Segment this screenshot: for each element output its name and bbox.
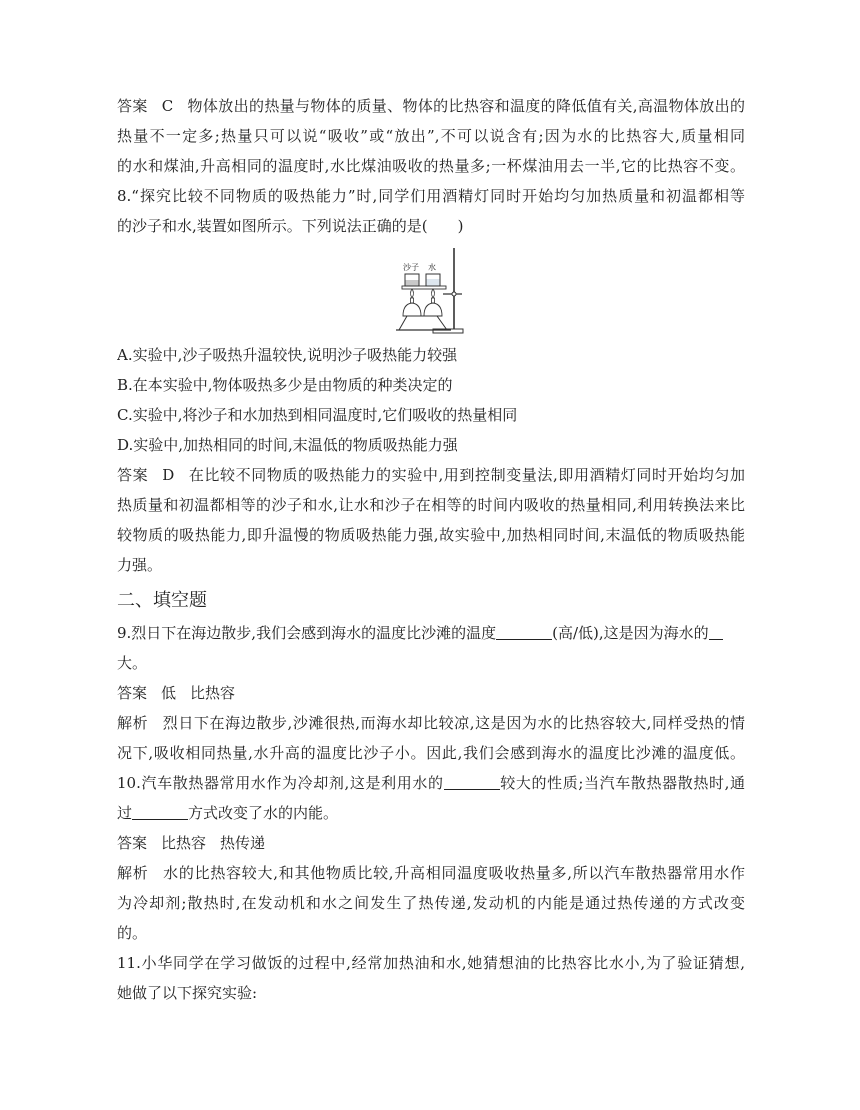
answer-label: 答案 [117,466,149,484]
q8-answer-line [117,465,745,485]
q9-stem-line: 大。 [117,654,148,672]
q10-stem-line: 10.汽车散热器常用水作为冷却剂,这是利用水的 较大的性质;当汽车散热器散热时,通 [117,774,745,792]
analysis-label: 解析 [117,714,149,732]
q8-option-c: C.实验中,将沙子和水加热到相同温度时,它们吸收的热量相同 [117,406,518,424]
q8-option-b: B.在本实验中,物体吸热多少是由物质的种类决定的 [117,376,453,394]
q8-option-a: A.实验中,沙子吸热升温较快,说明沙子吸热能力较强 [117,346,458,364]
answer-label: 答案 [117,834,148,852]
answer-label: 答案 [117,684,148,702]
q10-analysis-line: 的。 [117,924,148,942]
answer-value: 比热容 [161,834,207,852]
answer-value: 比热容 [190,684,236,702]
answer-choice: D [162,466,175,484]
apparatus-figure [393,246,465,336]
answer-value: 热传递 [220,834,266,852]
q9-answer-line [117,683,745,703]
q8-explanation-line: 力强。 [117,556,163,574]
sand-label: 沙子 [403,263,419,272]
explanation-text: 物体放出的热量与物体的质量、物体的比热容和温度的降低值有关,高温物体放出的 [187,97,745,115]
q8-option-d: D.实验中,加热相同的时间,末温低的物质吸热能力强 [117,436,458,454]
fill-blank [496,625,552,640]
answer-label: 答案 [117,97,148,115]
fill-blank [132,805,188,820]
q10-stem-line: 过 方式改变了水的内能。 [117,804,339,822]
section-title: 二、填空题 [117,590,207,611]
q11-stem-line: 11.小华同学在学习做饭的过程中,经常加热油和水,她猜想油的比热容比水小,为了验证猜想, [117,954,745,972]
q8-explanation-line: 较物质的吸热能力,即升温慢的物质吸热能力强,故实验中,加热相同时间,末温低的物质吸热能 [117,526,745,544]
q7-explanation-line: 的水和煤油,升高相同的温度时,水比煤油吸收的热量多;一杯煤油用去一半,它的比热容不变。 [117,157,745,175]
q9-analysis-line: 解析 烈日下在海边散步,沙滩很热,而海水却比较凉,这是因为水的比热容较大,同样受热的情 [117,714,745,732]
q8-stem-line: 的沙子和水,装置如图所示。下列说法正确的是( ) [117,217,464,235]
fill-blank [709,625,723,640]
q8-explanation-line: 热质量和初温都相等的沙子和水,让水和沙子在相等的时间内吸收的热量相同,利用转换法来比 [117,496,745,514]
q8-stem-line: 8.“探究比较不同物质的吸热能力”时,同学们用酒精灯同时开始均匀加热质量和初温都相等 [117,187,745,205]
q11-stem-line: 她做了以下探究实验: [117,984,258,1002]
q10-analysis-line: 为冷却剂;散热时,在发动机和水之间发生了热传递,发动机的内能是通过热传递的方式改变 [117,894,745,912]
water-label: 水 [428,263,436,272]
analysis-label: 解析 [117,864,149,882]
q7-answer-line [117,96,745,116]
explanation-text: 在比较不同物质的吸热能力的实验中,用到控制变量法,即用酒精灯同时开始均匀加 [188,466,745,484]
q10-answer-line [117,833,745,853]
fill-blank [444,775,500,790]
q9-analysis-line: 况下,吸收相同热量,水升高的温度比沙子小。因此,我们会感到海水的温度比沙滩的温度低。 [117,744,745,762]
q9-stem-line: 9.烈日下在海边散步,我们会感到海水的温度比沙滩的温度 (高/低),这是因为海水的 [117,623,745,643]
answer-value: 低 [161,684,177,702]
q7-explanation-line: 热量不一定多;热量只可以说“吸收”或“放出”,不可以说含有;因为水的比热容大,质量相同 [117,127,745,145]
q10-analysis-line: 解析 水的比热容较大,和其他物质比较,升高相同温度吸收热量多,所以汽车散热器常用水作 [117,864,745,882]
answer-choice: C [161,97,174,115]
